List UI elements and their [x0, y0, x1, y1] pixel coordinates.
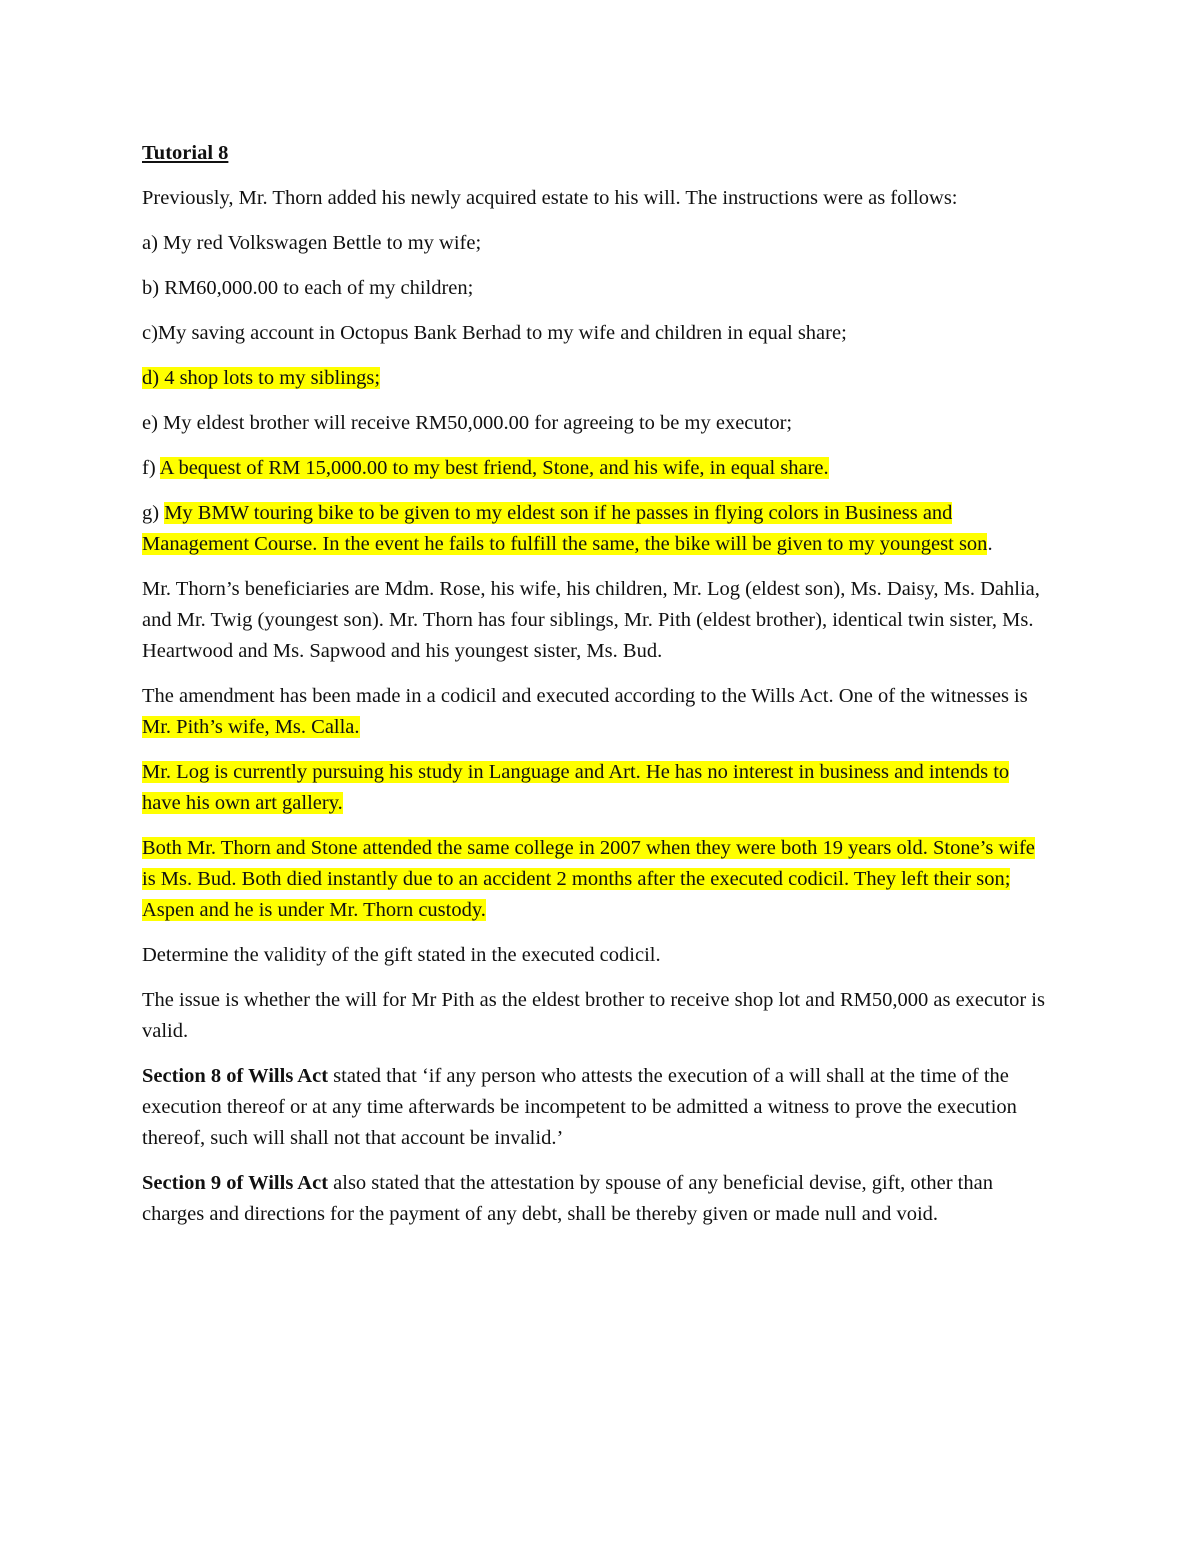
section-8-text: stated that ‘if any person who attests the execution of a will shall at the time of the execution thereof or at any time afterwards be incompetent to be admitted a witness to prove the execution thereof, such will shall not that account be invalid.’ — [142, 1065, 1017, 1149]
section-8-paragraph — [142, 1061, 1052, 1154]
beneficiaries-paragraph: Mr. Thorn’s beneficiaries are Mdm. Rose, his wife, his children, Mr. Log (eldest son), Ms. Daisy, Ms. Dahlia, and Mr. Twig (youngest son). Mr. Thorn has four siblings, Mr. Pith (eldest brother), identical twin sister, Ms. Heartwood and Ms. Sapwood and his youngest sister, Ms. Bud. — [142, 578, 1040, 662]
intro-paragraph: Previously, Mr. Thorn added his newly acquired estate to his will. The instructions were as follows: — [142, 187, 958, 209]
item-g-suffix: . — [987, 533, 993, 555]
section-9-text: also stated that the attestation by spouse of any beneficial devise, gift, other than charges and directions for the payment of any debt, shall be thereby given or made null and void. — [142, 1172, 993, 1225]
highlight-stone: Both Mr. Thorn and Stone attended the same college in 2007 when they were both 19 years old. Stone’s wife is Ms. Bud. Both died instantly due to an accident 2 months after the executed codicil. They left their son; Aspen and he is under Mr. Thorn custody. — [142, 837, 1035, 921]
highlight-item-d: d) 4 shop lots to my siblings; — [142, 367, 381, 389]
section-8-label: Section 8 of Wills Act — [142, 1065, 329, 1087]
item-g-prefix: g) — [142, 502, 165, 524]
instruction-item-f — [142, 453, 1052, 484]
instruction-item-c: c)My saving account in Octopus Bank Berhad to my wife and children in equal share; — [142, 322, 847, 344]
highlight-log-study: Mr. Log is currently pursuing his study in Language and Art. He has no interest in business and intends to have his own art gallery. — [142, 761, 1010, 814]
instruction-item-g — [142, 498, 1052, 560]
highlight-item-f: A bequest of RM 15,000.00 to my best friend, Stone, and his wife, in equal share. — [159, 457, 829, 479]
question-paragraph: Determine the validity of the gift stated in the executed codicil. — [142, 944, 661, 966]
instruction-item-d — [142, 363, 1052, 394]
issue-paragraph: The issue is whether the will for Mr Pith as the eldest brother to receive shop lot and RM50,000 as executor is valid. — [142, 989, 1045, 1042]
instruction-item-e: e) My eldest brother will receive RM50,000.00 for agreeing to be my executor; — [142, 412, 793, 434]
instruction-item-b: b) RM60,000.00 to each of my children; — [142, 277, 474, 299]
amendment-paragraph — [142, 681, 1052, 743]
highlight-witness: Mr. Pith’s wife, Ms. Calla. — [142, 716, 360, 738]
section-9-paragraph — [142, 1168, 1052, 1230]
document-title: Tutorial 8 — [142, 142, 229, 164]
amendment-text: The amendment has been made in a codicil and executed according to the Wills Act. One of the witnesses is — [142, 685, 1028, 707]
highlight-item-g: My BMW touring bike to be given to my eldest son if he passes in flying colors in Business and Management Course. In the event he fails to fulfill the same, the bike will be given to my youngest son — [142, 502, 988, 555]
section-9-label: Section 9 of Wills Act — [142, 1172, 329, 1194]
log-study-paragraph — [142, 757, 1052, 819]
stone-paragraph — [142, 833, 1052, 926]
instruction-item-a: a) My red Volkswagen Bettle to my wife; — [142, 232, 482, 254]
document-page — [142, 138, 1052, 1244]
item-f-prefix: f) — [142, 457, 160, 479]
